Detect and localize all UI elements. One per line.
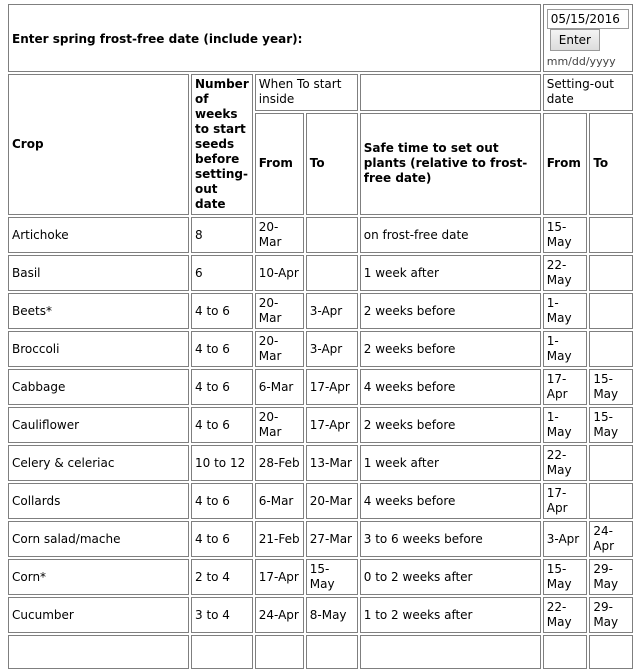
start-inside-to-cell: 8-May [306, 597, 358, 633]
header-to-inside: To [306, 113, 358, 215]
weeks-cell: 4 to 6 [191, 293, 253, 329]
start-inside-from-cell: 20-Mar [255, 217, 304, 253]
start-inside-to-cell: 13-Mar [306, 445, 358, 481]
enter-button[interactable]: Enter [550, 29, 600, 51]
setting-out-to-cell [589, 255, 632, 291]
setting-out-to-cell: 15-May [589, 407, 632, 443]
safe-time-cell: 2 weeks before [360, 407, 541, 443]
table-row [8, 483, 633, 519]
start-inside-to-cell: 20-Mar [306, 483, 358, 519]
setting-out-to-cell: 15-May [589, 369, 632, 405]
safe-time-cell: 0 to 2 weeks after [360, 559, 541, 595]
frost-date-form [543, 4, 633, 72]
start-inside-to-cell: 15-May [306, 559, 358, 595]
start-inside-from-cell: 6-Mar [255, 483, 304, 519]
weeks-cell: 4 to 6 [191, 521, 253, 557]
setting-out-to-cell: 29-May [589, 597, 632, 633]
table-row [8, 407, 633, 443]
start-inside-from-cell: 24-Apr [255, 597, 304, 633]
crop-cell: Artichoke [8, 217, 189, 253]
setting-out-from-cell: 1-May [543, 407, 588, 443]
setting-out-from-cell: 15-May [543, 559, 588, 595]
start-inside-to-cell: 17-Apr [306, 407, 358, 443]
crop-cell: Corn* [8, 559, 189, 595]
weeks-cell: 6 [191, 255, 253, 291]
crop-cell: Broccoli [8, 331, 189, 367]
weeks-cell [191, 635, 253, 669]
start-inside-from-cell: 28-Feb [255, 445, 304, 481]
safe-time-cell: 3 to 6 weeks before [360, 521, 541, 557]
crop-cell: Beets* [8, 293, 189, 329]
start-inside-from-cell: 6-Mar [255, 369, 304, 405]
header-setting-out: Setting-out date [543, 74, 633, 111]
table-row [8, 369, 633, 405]
crop-cell: Cabbage [8, 369, 189, 405]
weeks-cell: 10 to 12 [191, 445, 253, 481]
safe-time-cell [360, 635, 541, 669]
start-inside-from-cell: 20-Mar [255, 331, 304, 367]
start-inside-from-cell: 20-Mar [255, 407, 304, 443]
start-inside-to-cell: 27-Mar [306, 521, 358, 557]
start-inside-from-cell: 17-Apr [255, 559, 304, 595]
safe-time-cell: 1 week after [360, 445, 541, 481]
start-inside-to-cell [306, 217, 358, 253]
setting-out-to-cell [589, 635, 632, 669]
start-inside-to-cell: 17-Apr [306, 369, 358, 405]
start-inside-from-cell [255, 635, 304, 669]
start-inside-from-cell: 20-Mar [255, 293, 304, 329]
crop-cell: Cauliflower [8, 407, 189, 443]
header-when-inside: When To start inside [255, 74, 358, 111]
safe-time-cell: 1 to 2 weeks after [360, 597, 541, 633]
start-inside-to-cell: 3-Apr [306, 331, 358, 367]
safe-time-cell: 4 weeks before [360, 483, 541, 519]
start-inside-from-cell: 21-Feb [255, 521, 304, 557]
frost-date-input[interactable] [547, 9, 629, 29]
setting-out-from-cell: 3-Apr [543, 521, 588, 557]
setting-out-from-cell: 22-May [543, 597, 588, 633]
table-row [8, 635, 633, 669]
weeks-cell: 4 to 6 [191, 369, 253, 405]
seed-starting-table [6, 2, 635, 671]
header-from-inside: From [255, 113, 304, 215]
crop-cell: Basil [8, 255, 189, 291]
safe-time-cell: on frost-free date [360, 217, 541, 253]
header-crop: Crop [8, 74, 189, 215]
header-to-out: To [589, 113, 632, 215]
setting-out-from-cell: 22-May [543, 255, 588, 291]
weeks-cell: 2 to 4 [191, 559, 253, 595]
table-row [8, 331, 633, 367]
date-format-hint: mm/dd/yyyy [546, 55, 616, 68]
weeks-cell: 4 to 6 [191, 407, 253, 443]
setting-out-to-cell [589, 445, 632, 481]
table-row [8, 521, 633, 557]
setting-out-to-cell [589, 293, 632, 329]
table-row [8, 597, 633, 633]
crop-cell: Cucumber [8, 597, 189, 633]
setting-out-from-cell: 17-Apr [543, 483, 588, 519]
start-inside-to-cell: 3-Apr [306, 293, 358, 329]
setting-out-to-cell [589, 483, 632, 519]
start-inside-from-cell: 10-Apr [255, 255, 304, 291]
setting-out-from-cell: 15-May [543, 217, 588, 253]
header-safe-time: Safe time to set out plants (relative to frost-free date) [360, 113, 541, 215]
weeks-cell: 4 to 6 [191, 331, 253, 367]
crop-cell [8, 635, 189, 669]
safe-time-cell: 2 weeks before [360, 331, 541, 367]
setting-out-from-cell: 17-Apr [543, 369, 588, 405]
setting-out-from-cell: 1-May [543, 293, 588, 329]
weeks-cell: 8 [191, 217, 253, 253]
table-row [8, 255, 633, 291]
table-row [8, 217, 633, 253]
table-row [8, 293, 633, 329]
start-inside-to-cell [306, 255, 358, 291]
setting-out-to-cell [589, 217, 632, 253]
frost-date-prompt: Enter spring frost-free date (include year): [8, 4, 541, 72]
setting-out-from-cell [543, 635, 588, 669]
safe-time-cell: 1 week after [360, 255, 541, 291]
table-row [8, 445, 633, 481]
setting-out-from-cell: 22-May [543, 445, 588, 481]
header-blank [360, 74, 541, 111]
setting-out-to-cell: 24-Apr [589, 521, 632, 557]
start-inside-to-cell [306, 635, 358, 669]
crop-cell: Collards [8, 483, 189, 519]
header-from-out: From [543, 113, 588, 215]
weeks-cell: 4 to 6 [191, 483, 253, 519]
setting-out-to-cell [589, 331, 632, 367]
weeks-cell: 3 to 4 [191, 597, 253, 633]
setting-out-to-cell: 29-May [589, 559, 632, 595]
crop-cell: Celery & celeriac [8, 445, 189, 481]
header-weeks: Number of weeks to start seeds before setting-out date [191, 74, 253, 215]
safe-time-cell: 2 weeks before [360, 293, 541, 329]
table-row [8, 559, 633, 595]
crop-cell: Corn salad/mache [8, 521, 189, 557]
setting-out-from-cell: 1-May [543, 331, 588, 367]
safe-time-cell: 4 weeks before [360, 369, 541, 405]
